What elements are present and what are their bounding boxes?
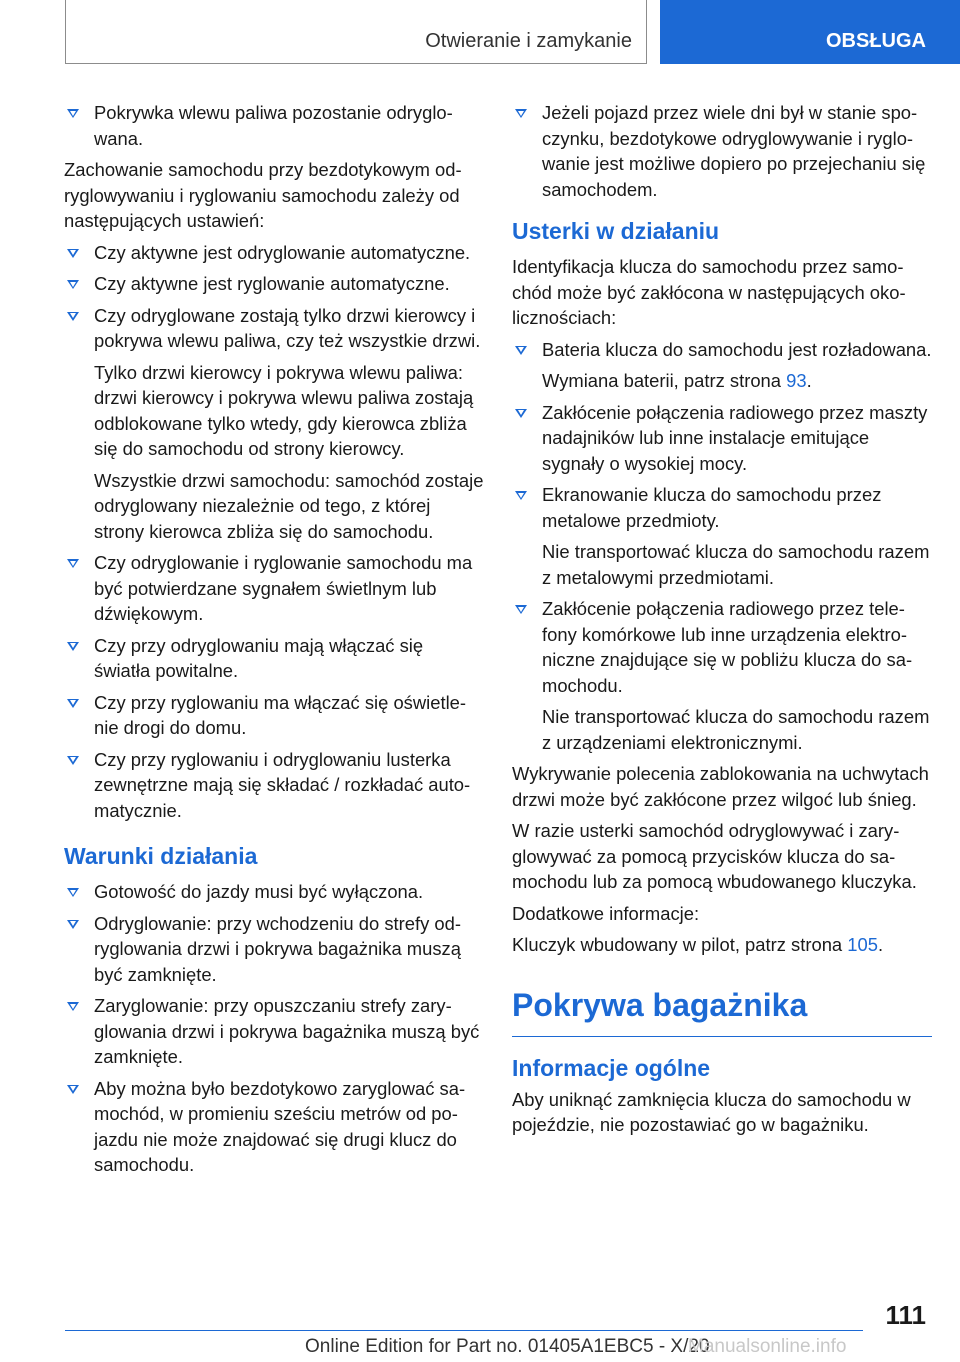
left-column [64, 100, 484, 1184]
list-item: Czy aktywne jest ryglowanie automatyczne. [64, 271, 484, 297]
list-item: Gotowość do jazdy musi być wyłączona. [64, 879, 484, 905]
footer-divider [65, 1330, 863, 1331]
list-item: Aby można było bezdotykowo zaryglować samochód, w promieniu sześciu metrów od pojazdu nie może znajdować się drugi klucz do samochodu. [64, 1076, 484, 1178]
list-subtext: Nie transportować klucza do samochodu razem z metalowymi przedmiotami. [542, 541, 930, 588]
section-title: Otwieranie i zamykanie [425, 30, 632, 52]
list-item: Odryglowanie: przy wchodzeniu do strefy odryglowania drzwi i pokrywa bagażnika muszą być zamknięte. [64, 911, 484, 988]
header-frame [65, 0, 647, 64]
paragraph: Identyfikacja klucza do samochodu przez samochód może być zakłócona w następujących okolicznościach: [512, 256, 906, 328]
right-column [512, 100, 932, 1144]
paragraph-end: . [877, 934, 884, 955]
list-item: Pokrywka wlewu paliwa pozostanie odryglowana. [64, 100, 484, 151]
list-item: Bateria klucza do samochodu jest rozładowana. [512, 337, 932, 363]
list-item: Czy odryglowane zostają tylko drzwi kierowcy i pokrywa wlewu paliwa, czy też wszystkie drzwi. [64, 303, 484, 354]
list-item: Czy odryglowanie i ryglowanie samochodu ma być potwierdzane sygnałem świetlnym lub dźwiękowym. [64, 550, 484, 627]
subtext-text: Wymiana baterii, patrz strona [542, 370, 787, 391]
list-subtext: Tylko drzwi kierowcy i pokrywa wlewu paliwa: drzwi kierowcy i pokrywa wlewu paliwa zostają odblokowane tylko wtedy, gdy kierowca zbliża się do samochodu od strony kierowcy. [94, 361, 474, 459]
page-number: 111 [885, 1300, 926, 1330]
list-subtext: Wszystkie drzwi samochodu: samochód zostaje odryglowany niezależnie od tego, z której strony kierowca zbliża się do samochodu. [94, 469, 484, 542]
paragraph: Aby uniknąć zamknięcia klucza do samochodu w pojeździe, nie pozostawiać go w bagażniku. [512, 1088, 911, 1135]
page-link-93[interactable]: 93 [786, 370, 807, 391]
paragraph: Zachowanie samochodu przy bezdotykowym odryglowywaniu i ryglowaniu samochodu zależy od następujących ustawień: [64, 159, 462, 231]
heading-conditions: Warunki działania [64, 843, 258, 869]
heading-trunk: Pokrywa bagażnika [512, 984, 932, 1037]
paragraph: W razie usterki samochód odryglowywać i zaryglowywać za pomocą przycisków klucza do samochodu lub za pomocą wbudowanego kluczyka. [512, 820, 917, 892]
chapter-tab[interactable] [660, 0, 960, 64]
list-item: Czy przy ryglowaniu ma włączać się oświetlenie drogi do domu. [64, 690, 484, 741]
edition-text: Online Edition for Part no. 01405A1EBC5 - X/20 [305, 1336, 710, 1357]
list-item: Jeżeli pojazd przez wiele dni był w stanie spoczynku, bezdotykowe odryglowywanie i ryglowanie jest możliwe dopiero po przejechaniu się samochodem. [512, 100, 932, 202]
list-item: Czy przy odryglowaniu mają włączać się światła powitalne. [64, 633, 484, 684]
list-subtext: Nie transportować klucza do samochodu razem z urządzeniami elektronicznymi. [542, 706, 930, 753]
list-item: Zakłócenie połączenia radiowego przez telefony komórkowe lub inne urządzenia elektroniczne znajdujące się w pobliżu klucza do samochodu. [512, 596, 932, 698]
watermark: Manualsonline.info [688, 1336, 847, 1357]
paragraph [512, 932, 932, 958]
list-item: Ekranowanie klucza do samochodu przez metalowe przedmioty. [512, 482, 932, 533]
page-link-105[interactable]: 105 [847, 934, 878, 955]
list-item: Czy przy ryglowaniu i odryglowaniu lusterka zewnętrzne mają się składać / rozkładać automatycznie. [64, 747, 484, 824]
paragraph: Dodatkowe informacje: [512, 902, 700, 924]
list-item: Czy aktywne jest odryglowanie automatyczne. [64, 240, 484, 266]
list-subtext [512, 368, 932, 394]
heading-faults: Usterki w działaniu [512, 218, 720, 244]
list-item: Zakłócenie połączenia radiowego przez maszty nadajników lub inne instalacje emitujące sygnały o wysokiej mocy. [512, 400, 932, 477]
subtext-end: . [806, 370, 812, 391]
list-item: Zaryglowanie: przy opuszczaniu strefy zaryglowania drzwi i pokrywa bagażnika muszą być zamknięte. [64, 993, 484, 1070]
paragraph-text: Kluczyk wbudowany w pilot, patrz strona [512, 934, 848, 955]
chapter-tab-label: OBSŁUGA [826, 30, 926, 52]
paragraph: Wykrywanie polecenia zablokowania na uchwytach drzwi może być zakłócone przez wilgoć lub śnieg. [512, 763, 929, 810]
heading-general: Informacje ogólne [512, 1054, 711, 1081]
